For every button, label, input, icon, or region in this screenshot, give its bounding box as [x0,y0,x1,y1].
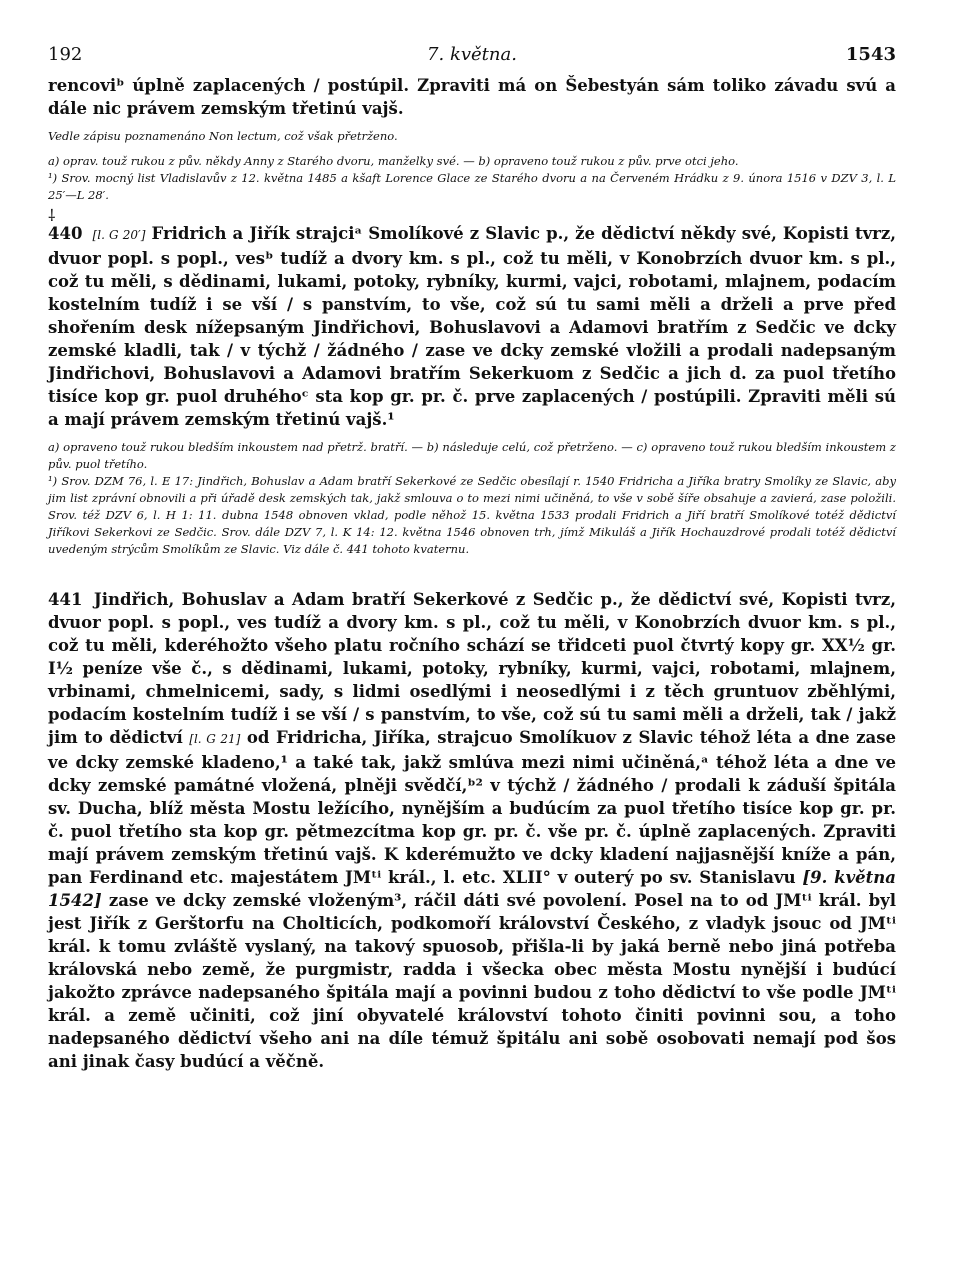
entry-440-note-1: ¹) Srov. DZM 76, l. E 17: Jindřich, Bohuslav a Adam bratří Sekerkové ze Sedčic obesílají r. 1540 Fridricha a Jiříka bratry Smolíky ze Slavic, aby jim list zprávní obnovili a při úřadě desk zemských tak, jakž smlouva o to mezi nimi učiněná, to vše v sobě šíře obsahuje a zavierá, zase položili. Srov. též DZV 6, l. H 1: 11. dubna 1548 obnoven vklad, podle něhož 15. května 1533 prodali Fridrich a Jiří bratří Smolíkové totéž dědictví Jiříkovi Sekerkovi ze Sedčic. Srov. dále DZV 7, l. K 14: 12. května 1546 obnoven trh, jímž Mikuláš a Jiřík Hochauzdrové prodali totéž dědictví uvedeným strýcům Smolíkům ze Slavic. Viz dále č. 441 tohoto kvaternu. [48,474,896,556]
entry-prev-note-ab: a) oprav. touž rukou z pův. někdy Anny z Starého dvoru, manželky své. — b) opraveno touž rukou z pův. prve otci jeho. [48,154,739,168]
page-number: 192 [48,44,83,65]
entry-441-text-a: Jindřich, Bohuslav a Adam bratří Sekerkové z Sedčic p., že dědictví své, Kopisti tvrz, dvuor popl. s popl., ves tudíž a dvory km. s pl., což tu měli, v Konobrzích dvuor km. s pl., což tu měli, kderéhožto všeho platu ročního schází se třidceti puol čtvrtý kopy gr. XX½ gr. I½ peníze vše č., s dědinami, lukami, potoky, rybníky, kurmi, vajci, robotami, mlajnem, vrbinami, chmelnicemi, sady, s lidmi osedlými i neosedlými i z těch gruntuov zběhlými, podacím kostelním tudíž i se vší / s panstvím, to vše, což sú tu sami měli a drželi, tak / jakž jim to dědictví [48,590,896,747]
entry-prev-text: rencoviᵇ úplně zaplacených / postúpil. Zpraviti má on Šebestyán sám toliko závadu svú a dále nic právem zemským třetinú vajš. [48,76,896,118]
entry-441-date-ref: [9. května 1542] [48,868,896,910]
entry-441-text-b: od Fridricha, Jiříka, strajcuo Smolíkuov z Slavic téhož léta a dne zase ve dcky zemské kladeno,¹ a také tak, jakž smlúva mezi nimi učiněná,ᵃ téhož léta a dne ve dcky zemské památné vložená, plněji svědčí,ᵇ² v týchž / žádného / prodali k záduší špitála sv. Ducha, blíž města Mostu ležícího, nynějším a budúcím za puol třetího tisíce kop gr. pr. č. puol třetího sta kop gr. pětmezcítma kop gr. pr. č. vše pr. č. úplně zaplacených. Zpraviti mají právem zemským třetinú vajš. K kderémužto ve dcky kladení najjasnější kníže a pán, pan Ferdinand etc. majestátem JMᵗⁱ král., l. etc. XLII° v outerý po sv. Stanislavu [48,728,896,887]
entry-440-note-abc: a) opraveno touž rukou bledším inkoustem nad přetrž. bratří. — b) následuje celú, což přetrženo. — c) opraveno touž rukou bledším inkoustem z pův. puol třetího. [48,440,896,471]
running-date: 7. května. [427,44,517,65]
page [48,44,896,1073]
entry-441-folio-ref: [l. G 21] [189,732,241,746]
entry-440-folio-ref: [l. G 20′] [92,228,146,242]
entry-prev-margin-note: Vedle zápisu poznamenáno Non lectum, což však přetrženo. [48,129,398,143]
entry-440-text: Fridrich a Jiřík strajciᵃ Smolíkové z Slavic p., že dědictví někdy své, Kopisti tvrz, dvuor popl. s popl., vesᵇ tudíž a dvory km. s pl., což tu měli, v Konobrzích dvuor km. s pl., což tu měli, s dědinami, lukami, potoky, rybníky, kurmi, vajci, robotami, mlajnem, podacím kostelním tudíž i se vší / s panstvím, to vše, což sú tu sami měli a drželi a prve před shořením desk nížepsaným Jindřichovi, Bohuslavovi a Adamovi bratřím z Sedčic ve dcky zemské kladli, tak / v týchž / žádného / zase ve dcky zemské vložili a prodali nadepsaným Jindřichovi, Bohuslavovi a Adamovi bratřím Sekerkuom z Sedčic a jich d. za puol třetího tisíce kop gr. puol druhéhoᶜ sta kop gr. pr. č. prve zaplacených / postúpili. Zpraviti měli sú a mají právem zemským třetinú vajš.¹ [48,224,896,429]
running-year: 1543 [845,44,896,65]
section-mark: ⸸ [48,206,56,225]
entry-441-number: 441 [48,590,83,609]
entry-prev-note-1: ¹) Srov. mocný list Vladislavův z 12. května 1485 a kšaft Lorence Glace ze Starého dvoru a na Červeném Hrádku z 9. února 1516 v DZV 3, l. L 25′—L 28′. [48,171,896,202]
entry-441-text-c: zase ve dcky zemské vloženým³, ráčil dáti své povolení. Posel na to od JMᵗⁱ král. byl jest Jiřík z Gerštorfu na Cholticích, podkomoří království Českého, z vladyk jsouc od JMᵗⁱ král. k tomu zvláště vyslaný, na takový spuosob, přišla-li by jaká berně nebo jiná potřeba královská nebo země, že purgmistr, radda i všecka obec města Mostu nynější i budúcí jakožto zprávce nadepsaného špitála mají a povinni budou z toho dědictví to vše podle JMᵗⁱ král. a země učiniti, což jiní obyvatelé království tohoto činiti povinni sou, a toho nadepsaného dědictví všeho ani na díle témuž špitálu ani sobě osobovati nemají pod šos ani jinak časy budúcí a věčně. [48,891,896,1071]
entry-440 [48,222,896,431]
entry-440-number: 440 [48,224,83,243]
entry-441 [48,588,896,1073]
page-header [48,44,896,74]
